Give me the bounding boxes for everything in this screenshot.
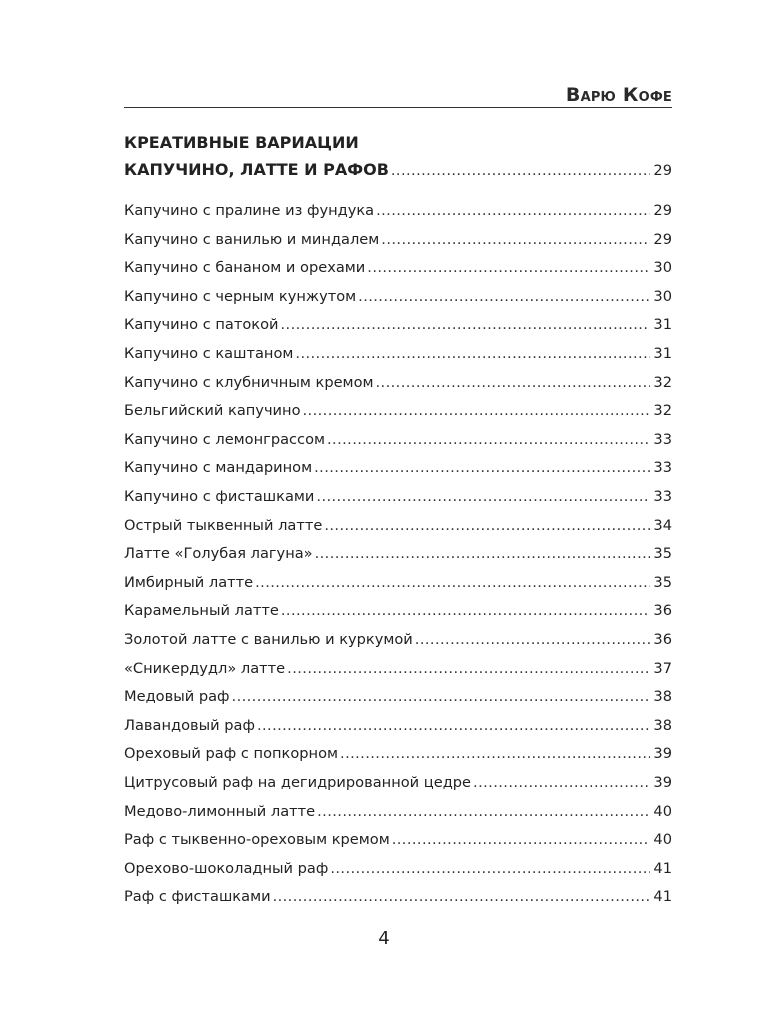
toc-label: Капучино с бананом и орехами (124, 259, 366, 277)
toc-leader (255, 573, 650, 593)
toc-label: Раф с тыквенно-ореховым кремом (124, 831, 390, 849)
toc-label: Медовый раф (124, 688, 230, 706)
toc-leader (392, 830, 650, 850)
toc-leader (232, 687, 650, 707)
toc-section-page: 29 (653, 162, 672, 179)
toc-label: Карамельный латте (124, 602, 279, 620)
toc-row[interactable] (124, 744, 672, 764)
toc-label: Капучино с ванилью и миндалем (124, 230, 380, 248)
toc-page: 36 (653, 602, 672, 620)
toc-label: Орехово-шоколадный раф (124, 859, 329, 877)
toc-page: 38 (653, 688, 672, 706)
toc-label: Капучино с каштаном (124, 345, 294, 362)
toc-leader (314, 458, 650, 478)
toc-section-label: КАПУЧИНО, ЛАТТЕ И РАФОВ (124, 160, 389, 179)
toc-leader (287, 659, 650, 679)
toc-label: Лавандовый раф (124, 716, 255, 734)
toc-row[interactable] (124, 315, 672, 335)
toc-label: Капучино с черным кунжутом (124, 287, 357, 305)
toc-label: Капучино с патокой (124, 316, 279, 334)
toc-label: Медово-лимонный латте (124, 802, 316, 820)
toc-label: Имбирный латте (124, 573, 254, 591)
toc-row[interactable] (124, 601, 672, 621)
toc-leader (317, 802, 650, 822)
toc-page: 29 (653, 230, 672, 248)
toc-page: 41 (653, 859, 672, 877)
toc-label: Капучино с фисташками (124, 488, 315, 505)
toc-page: 38 (653, 716, 672, 734)
toc-row[interactable] (124, 773, 672, 793)
toc-label: Капучино с пралине из фундука (124, 202, 375, 219)
toc-label: Бельгийский капучино (124, 402, 301, 420)
toc-label: Капучино с клубничным кремом (124, 373, 374, 391)
toc-row[interactable] (124, 659, 672, 679)
toc-row[interactable] (124, 344, 672, 364)
toc-page: 34 (653, 516, 672, 534)
toc-label: Раф с фисташками (124, 888, 271, 906)
toc-row[interactable] (124, 573, 672, 593)
toc-page: 36 (653, 631, 672, 648)
toc-page: 39 (653, 745, 672, 763)
toc-leader (367, 258, 650, 278)
toc-row[interactable] (124, 544, 672, 564)
section-title (124, 133, 359, 153)
toc-row[interactable] (124, 487, 672, 507)
toc-label: Цитрусовый раф на дегидрированной цедре (124, 774, 472, 791)
toc-leader (381, 230, 650, 250)
toc-row[interactable] (124, 830, 672, 850)
toc-leader (281, 315, 650, 335)
running-header: Варю Кофе (565, 84, 672, 106)
toc-leader (415, 630, 650, 650)
toc-row[interactable] (124, 430, 672, 450)
toc-leader (303, 401, 650, 421)
toc-leader (340, 744, 650, 764)
toc-leader (358, 287, 650, 307)
toc-row[interactable] (124, 716, 672, 736)
toc-page: 30 (653, 287, 672, 305)
toc-row[interactable] (124, 401, 672, 421)
toc-label: Латте «Голубая лагуна» (124, 545, 313, 563)
toc-page: 29 (653, 202, 672, 219)
toc-row[interactable] (124, 458, 672, 478)
toc-page: 35 (653, 573, 672, 591)
toc-row[interactable] (124, 859, 672, 879)
toc-leader (376, 373, 650, 393)
toc-label: «Сникердудл» латте (124, 659, 286, 677)
toc-row[interactable] (124, 802, 672, 822)
toc-row[interactable] (124, 887, 672, 907)
toc-page: 40 (653, 802, 672, 820)
toc-leader (316, 487, 650, 507)
toc-page: 32 (653, 402, 672, 420)
toc-page: 39 (653, 774, 672, 791)
toc-leader (295, 344, 650, 364)
toc-row[interactable] (124, 201, 672, 221)
toc-leader (391, 161, 650, 181)
toc-label: Острый тыквенный латте (124, 516, 323, 534)
toc-page: 30 (653, 259, 672, 277)
toc-row[interactable] (124, 230, 672, 250)
toc-page: 31 (653, 345, 672, 362)
toc-page: 31 (653, 316, 672, 334)
toc-leader (376, 201, 650, 221)
toc-page: 41 (653, 888, 672, 906)
toc-leader (281, 601, 650, 621)
toc-leader (315, 544, 650, 564)
toc-label: Золотой латте с ванилью и куркумой (124, 631, 413, 648)
toc-row[interactable] (124, 258, 672, 278)
toc-leader (324, 516, 650, 536)
toc-page: 33 (653, 430, 672, 448)
toc-page: 33 (653, 459, 672, 477)
toc-leader (327, 430, 650, 450)
toc-page: 32 (653, 373, 672, 391)
header-rule (124, 107, 672, 108)
toc-row[interactable] (124, 630, 672, 650)
toc-page: 33 (653, 488, 672, 505)
toc-page: 35 (653, 545, 672, 563)
toc-label: Капучино с лемонграссом (124, 430, 326, 448)
page-number: 4 (378, 928, 390, 949)
toc-section-row[interactable] (124, 160, 672, 180)
toc-row[interactable] (124, 287, 672, 307)
toc-page: 37 (653, 659, 672, 677)
toc-leader (257, 716, 650, 736)
toc-leader (330, 859, 650, 879)
toc-row[interactable] (124, 516, 672, 536)
toc-row[interactable] (124, 687, 672, 707)
section-title-line1: КРЕАТИВНЫЕ ВАРИАЦИИ (124, 133, 359, 152)
toc-label: Ореховый раф с попкорном (124, 745, 339, 763)
toc-leader (273, 887, 650, 907)
toc-leader (473, 773, 650, 793)
toc-label: Капучино с мандарином (124, 459, 313, 477)
toc-row[interactable] (124, 373, 672, 393)
toc-page: 40 (653, 831, 672, 849)
